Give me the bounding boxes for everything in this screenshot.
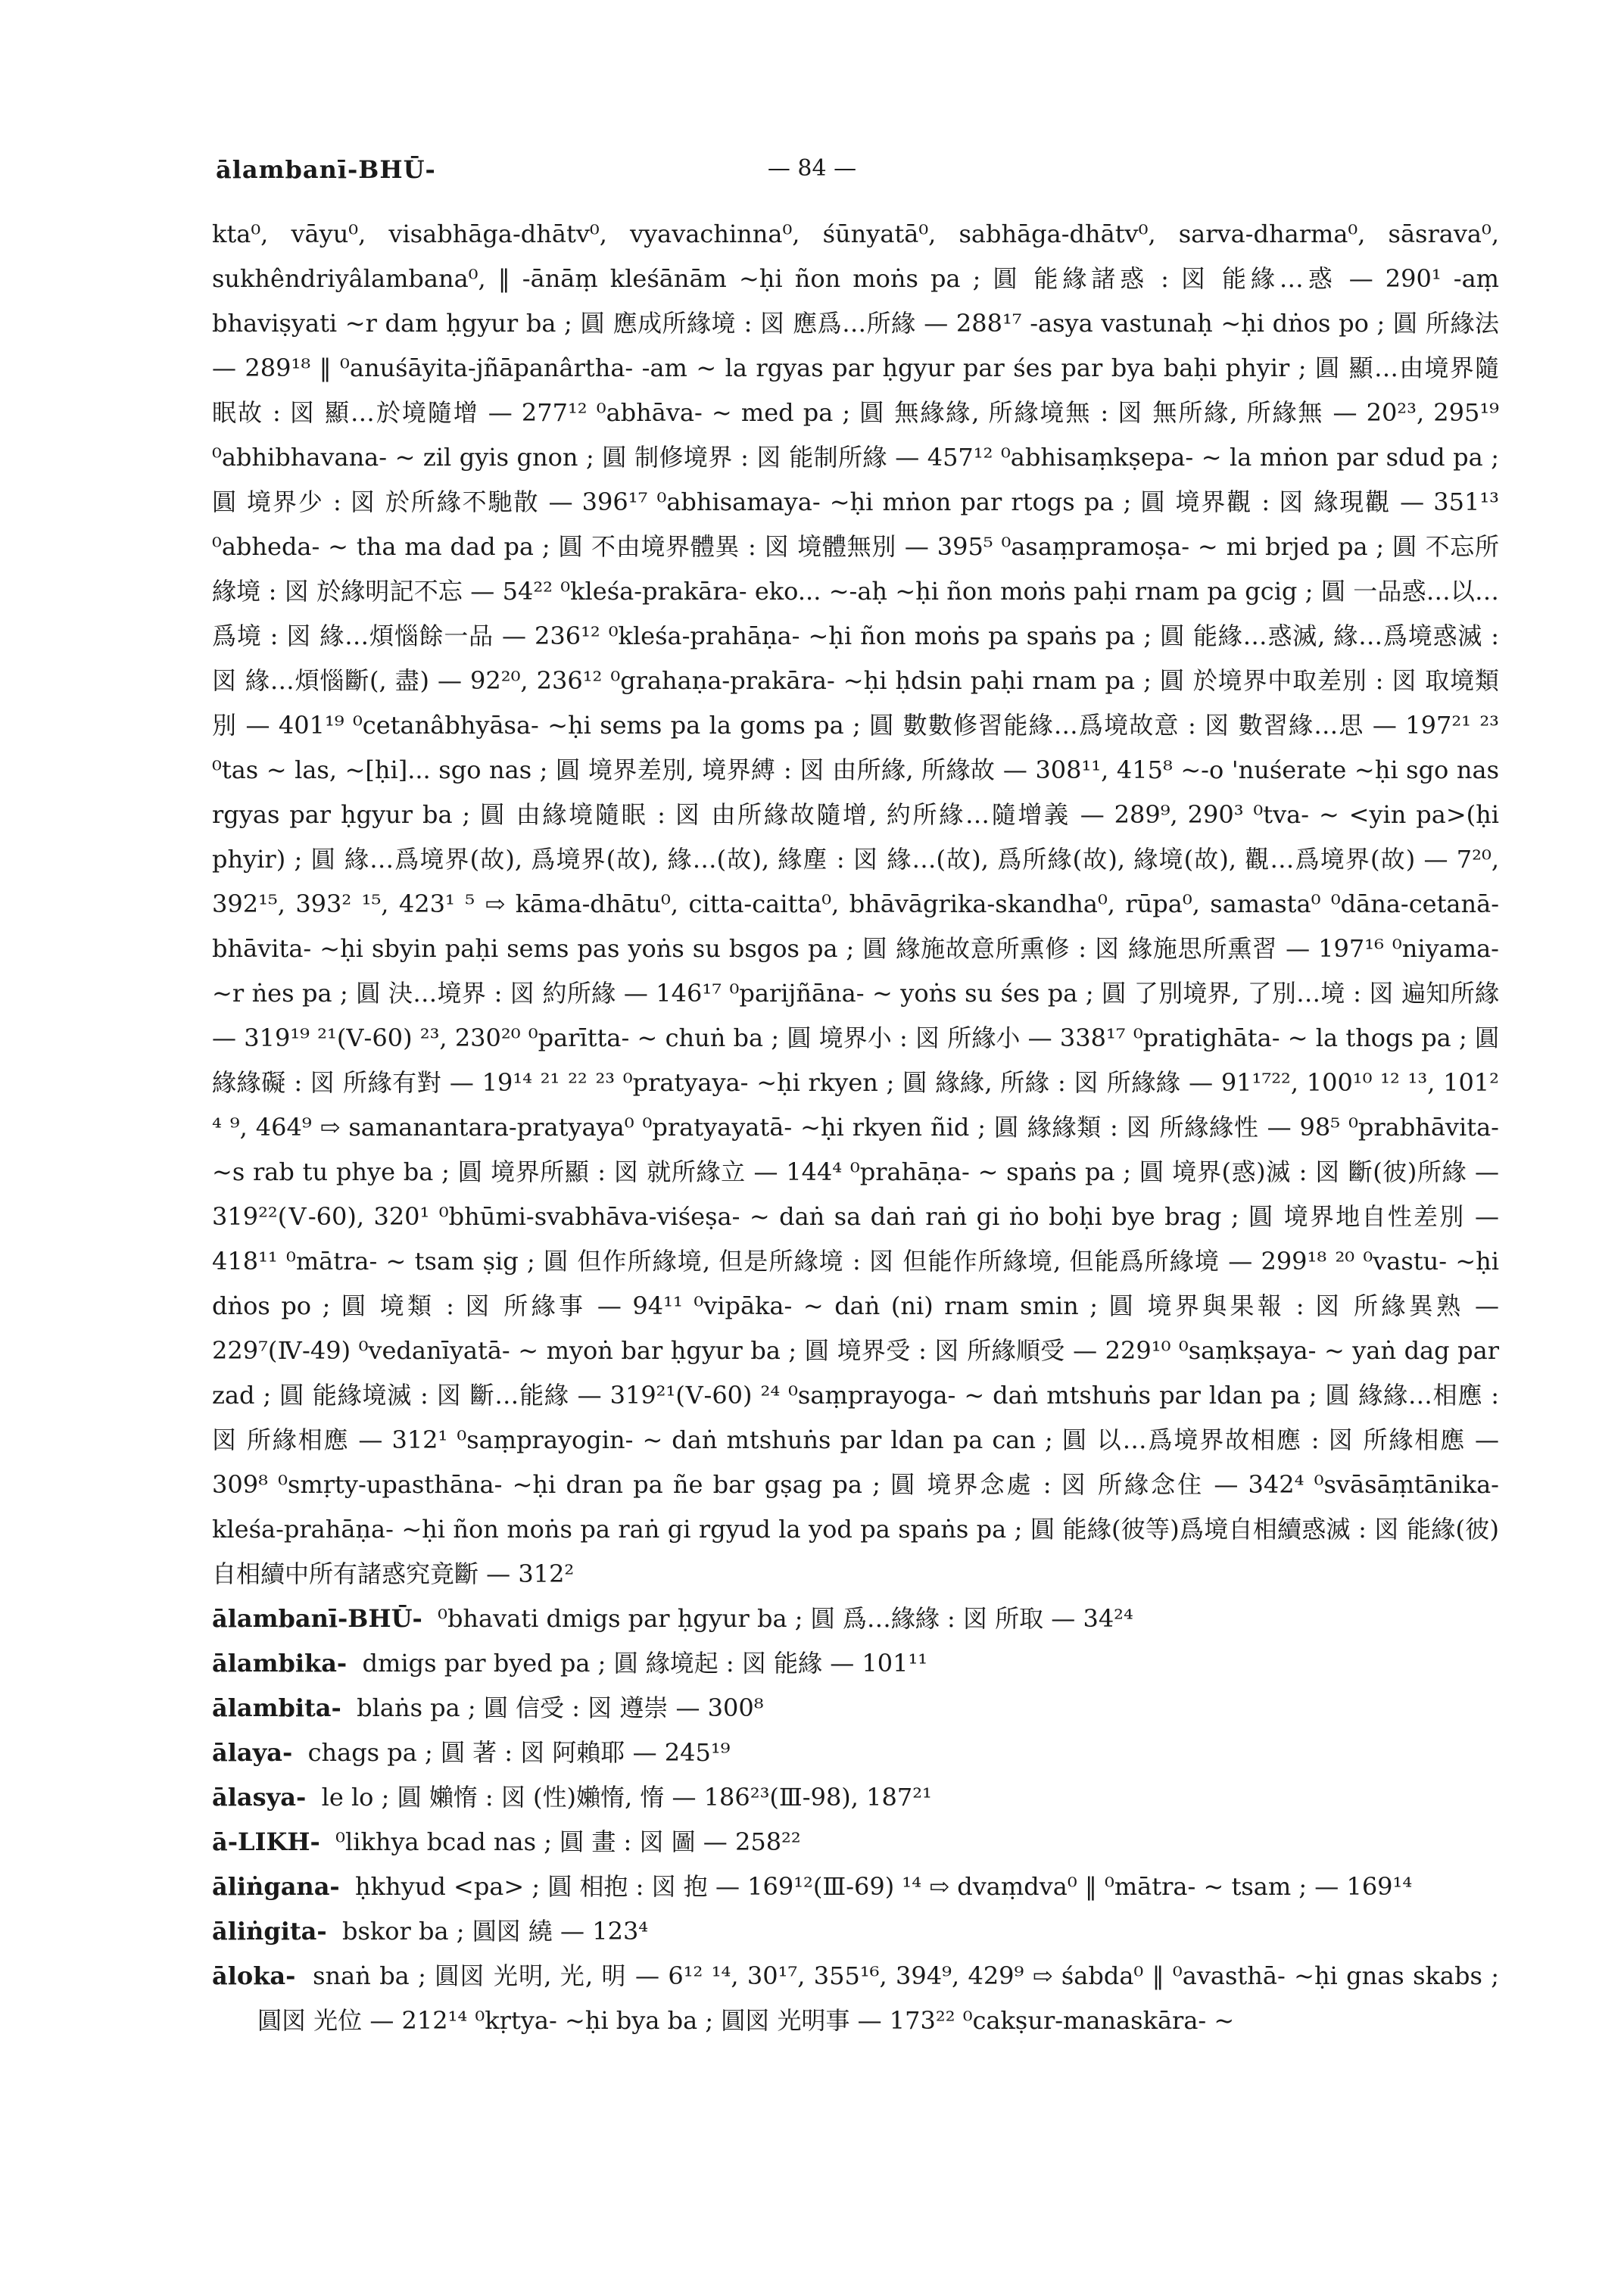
entry-a-likh	[212, 1820, 1499, 1865]
headword: ālasya-	[212, 1783, 307, 1812]
entry-body: chags pa ; 圓 著 : 図 阿賴耶 — 245¹⁹	[307, 1738, 731, 1767]
entry-body: ⁰bhavati dmigs par ḥgyur ba ; 圓 爲…緣緣 : 図 所取 — 34²⁴	[438, 1604, 1133, 1633]
page-number: — 84 —	[767, 155, 857, 182]
headword: ālambita-	[212, 1693, 341, 1722]
headword: ālambanī-BHŪ-	[212, 1604, 422, 1633]
entry-body: ⁰likhya bcad nas ; 圓 畫 : 図 圖 — 258²²	[335, 1827, 801, 1856]
entry-alambika	[212, 1641, 1499, 1686]
page-header	[216, 155, 1408, 193]
entry-aloka	[212, 1954, 1499, 2043]
entry-alingita	[212, 1909, 1499, 1954]
entry-alasya	[212, 1775, 1499, 1820]
headword: āliṅgana-	[212, 1872, 340, 1901]
entry-body: le lo ; 圓 嬾惰 : 図 (性)嬾惰, 惰 — 186²³(Ⅲ-98), 187²¹	[321, 1783, 932, 1812]
entry-alambita	[212, 1686, 1499, 1731]
headword: ālaya-	[212, 1738, 293, 1767]
entry-body: snaṅ ba ; 圓図 光明, 光, 明 — 6¹² ¹⁴, 30¹⁷, 355¹⁶, 394⁹, 429⁹ ⇨ śabda⁰ ‖ ⁰avasthā- ~ḥi gnas skabs ; 圓図 光位 — 212¹⁴ ⁰kṛtya- ~ḥi bya ba ; 圓図 光明事 — 173²² ⁰cakṣur-manaskāra- ~	[257, 1961, 1499, 2035]
headword: ā-LIKH-	[212, 1827, 320, 1856]
entry-body: dmigs par byed pa ; 圓 緣境起 : 図 能緣 — 101¹¹	[362, 1649, 928, 1678]
dictionary-body	[212, 212, 1499, 2043]
entry-alingana	[212, 1865, 1499, 1909]
headword: ālambika-	[212, 1649, 348, 1678]
entry-alaya	[212, 1731, 1499, 1775]
running-head: ālambanī-BHŪ-	[216, 155, 436, 184]
continued-entry-text: kta⁰, vāyu⁰, visabhāga-dhātv⁰, vyavachinna⁰, śūnyatā⁰, sabhāga-dhātv⁰, sarva-dharma⁰, sāsrava⁰, sukhêndriyâlambana⁰, ‖ -ānāṃ kleśānām ~ḥi ñon moṅs pa ; 圓 能緣諸惑 : 図 能緣…惑 — 290¹ -aṃ bhaviṣyati ~r dam ḥgyur ba ; 圓 應成所緣境 : 図 應爲…所緣 — 288¹⁷ -asya vastunaḥ ~ḥi dṅos po ; 圓 所緣法 — 289¹⁸ ‖ ⁰anuśāyita-jñāpanârtha- -am ~ la rgyas par ḥgyur par śes par bya baḥi phyir ; 圓 顯…由境界隨眠故 : 図 顯…於境隨增 — 277¹² ⁰abhāva- ~ med pa ; 圓 無緣緣, 所緣境無 : 図 無所緣, 所緣無 — 20²³, 295¹⁹ ⁰abhibhavana- ~ zil gyis gnon ; 圓 制修境界 : 図 能制所緣 — 457¹² ⁰abhisaṃkṣepa- ~ la mṅon par sdud pa ; 圓 境界少 : 図 於所緣不馳散 — 396¹⁷ ⁰abhisamaya- ~ḥi mṅon par rtogs pa ; 圓 境界觀 : 図 緣現觀 — 351¹³ ⁰abheda- ~ tha ma dad pa ; 圓 不由境界體異 : 図 境體無別 — 395⁵ ⁰asaṃpramoṣa- ~ mi brjed pa ; 圓 不忘所緣境 : 図 於緣明記不忘 — 54²² ⁰kleśa-prakāra- eko... ~-aḥ ~ḥi ñon moṅs paḥi rnam pa gcig ; 圓 一品惑…以…爲境 : 図 緣…煩惱餘一品 — 236¹² ⁰kleśa-prahāṇa- ~ḥi ñon moṅs pa spaṅs pa ; 圓 能緣…惑滅, 緣…爲境惑滅 : 図 緣…煩惱斷(, 盡) — 92²⁰, 236¹² ⁰grahaṇa-prakāra- ~ḥi ḥdsin paḥi rnam pa ; 圓 於境界中取差別 : 図 取境類別 — 401¹⁹ ⁰cetanâbhyāsa- ~ḥi sems pa la goms pa ; 圓 數數修習能緣…爲境故意 : 図 數習緣…思 — 197²¹ ²³ ⁰tas ~ las, ~[ḥi]... sgo nas ; 圓 境界差別, 境界縛 : 図 由所緣, 所緣故 — 308¹¹, 415⁸ ~-o 'nuśerate ~ḥi sgo nas rgyas par ḥgyur ba ; 圓 由緣境隨眠 : 図 由所緣故隨增, 約所緣…隨增義 — 289⁹, 290³ ⁰tva- ~ <yin pa>(ḥi phyir) ; 圓 緣…爲境界(故), 爲境界(故), 緣…(故), 緣塵 : 図 緣…(故), 爲所緣(故), 緣境(故), 觀…爲境界(故) — 7²⁰, 392¹⁵, 393² ¹⁵, 423¹ ⁵ ⇨ kāma-dhātu⁰, citta-caitta⁰, bhāvāgrika-skandha⁰, rūpa⁰, samasta⁰ ⁰dāna-cetanā-bhāvita- ~ḥi sbyin paḥi sems pas yoṅs su bsgos pa ; 圓 緣施故意所熏修 : 図 緣施思所熏習 — 197¹⁶ ⁰niyama- ~r ṅes pa ; 圓 決…境界 : 図 約所緣 — 146¹⁷ ⁰parijñāna- ~ yoṅs su śes pa ; 圓 了別境界, 了別…境 : 図 遍知所緣 — 319¹⁹ ²¹(Ⅴ-60) ²³, 230²⁰ ⁰parītta- ~ chuṅ ba ; 圓 境界小 : 図 所緣小 — 338¹⁷ ⁰pratighāta- ~ la thogs pa ; 圓 緣緣礙 : 図 所緣有對 — 19¹⁴ ²¹ ²² ²³ ⁰pratyaya- ~ḥi rkyen ; 圓 緣緣, 所緣 : 図 所緣緣 — 91¹⁷²², 100¹⁰ ¹² ¹³, 101² ⁴ ⁹, 464⁹ ⇨ samanantara-pratyaya⁰ ⁰pratyayatā- ~ḥi rkyen ñid ; 圓 緣緣類 : 図 所緣緣性 — 98⁵ ⁰prabhāvita- ~s rab tu phye ba ; 圓 境界所顯 : 図 就所緣立 — 144⁴ ⁰prahāṇa- ~ spaṅs pa ; 圓 境界(惑)滅 : 図 斷(彼)所緣 — 319²²(Ⅴ-60), 320¹ ⁰bhūmi-svabhāva-viśeṣa- ~ daṅ sa daṅ raṅ gi ṅo boḥi bye brag ; 圓 境界地自性差別 — 418¹¹ ⁰mātra- ~ tsam ṣig ; 圓 但作所緣境, 但是所緣境 : 図 但能作所緣境, 但能爲所緣境 — 299¹⁸ ²⁰ ⁰vastu- ~ḥi dṅos po ; 圓 境類 : 図 所緣事 — 94¹¹ ⁰vipāka- ~ daṅ (ni) rnam smin ; 圓 境界與果報 : 図 所緣異熟 — 229⁷(Ⅳ-49) ⁰vedanīyatā- ~ myoṅ bar ḥgyur ba ; 圓 境界受 : 図 所緣順受 — 229¹⁰ ⁰saṃkṣaya- ~ yaṅ dag par zad ; 圓 能緣境滅 : 図 斷…能緣 — 319²¹(Ⅴ-60) ²⁴ ⁰saṃprayoga- ~ daṅ mtshuṅs par ldan pa ; 圓 緣緣…相應 : 図 所緣相應 — 312¹ ⁰saṃprayogin- ~ daṅ mtshuṅs par ldan pa can ; 圓 以…爲境界故相應 : 図 所緣相應 — 309⁸ ⁰smṛty-upasthāna- ~ḥi dran pa ñe bar gṣag pa ; 圓 境界念處 : 図 所緣念住 — 342⁴ ⁰svāsāṃtānika-kleśa-prahāṇa- ~ḥi ñon moṅs pa raṅ gi rgyud la yod pa spaṅs pa ; 圓 能緣(彼等)爲境自相續惑滅 : 図 能緣(彼)自相續中所有諸惑究竟斷 — 312²	[212, 220, 1499, 1588]
entry-body: ḥkhyud <pa> ; 圓 相抱 : 図 抱 — 169¹²(Ⅲ-69) ¹⁴ ⇨ dvaṃdva⁰ ‖ ⁰mātra- ~ tsam ; — 169¹⁴	[355, 1872, 1413, 1901]
headword: āliṅgita-	[212, 1917, 327, 1946]
entry-body: blaṅs pa ; 圓 信受 : 図 遵崇 — 300⁸	[357, 1693, 764, 1722]
entry-alambani-bhu	[212, 1597, 1499, 1641]
entry-body: bskor ba ; 圓図 繞 — 123⁴	[341, 1917, 649, 1946]
headword: āloka-	[212, 1961, 296, 1990]
